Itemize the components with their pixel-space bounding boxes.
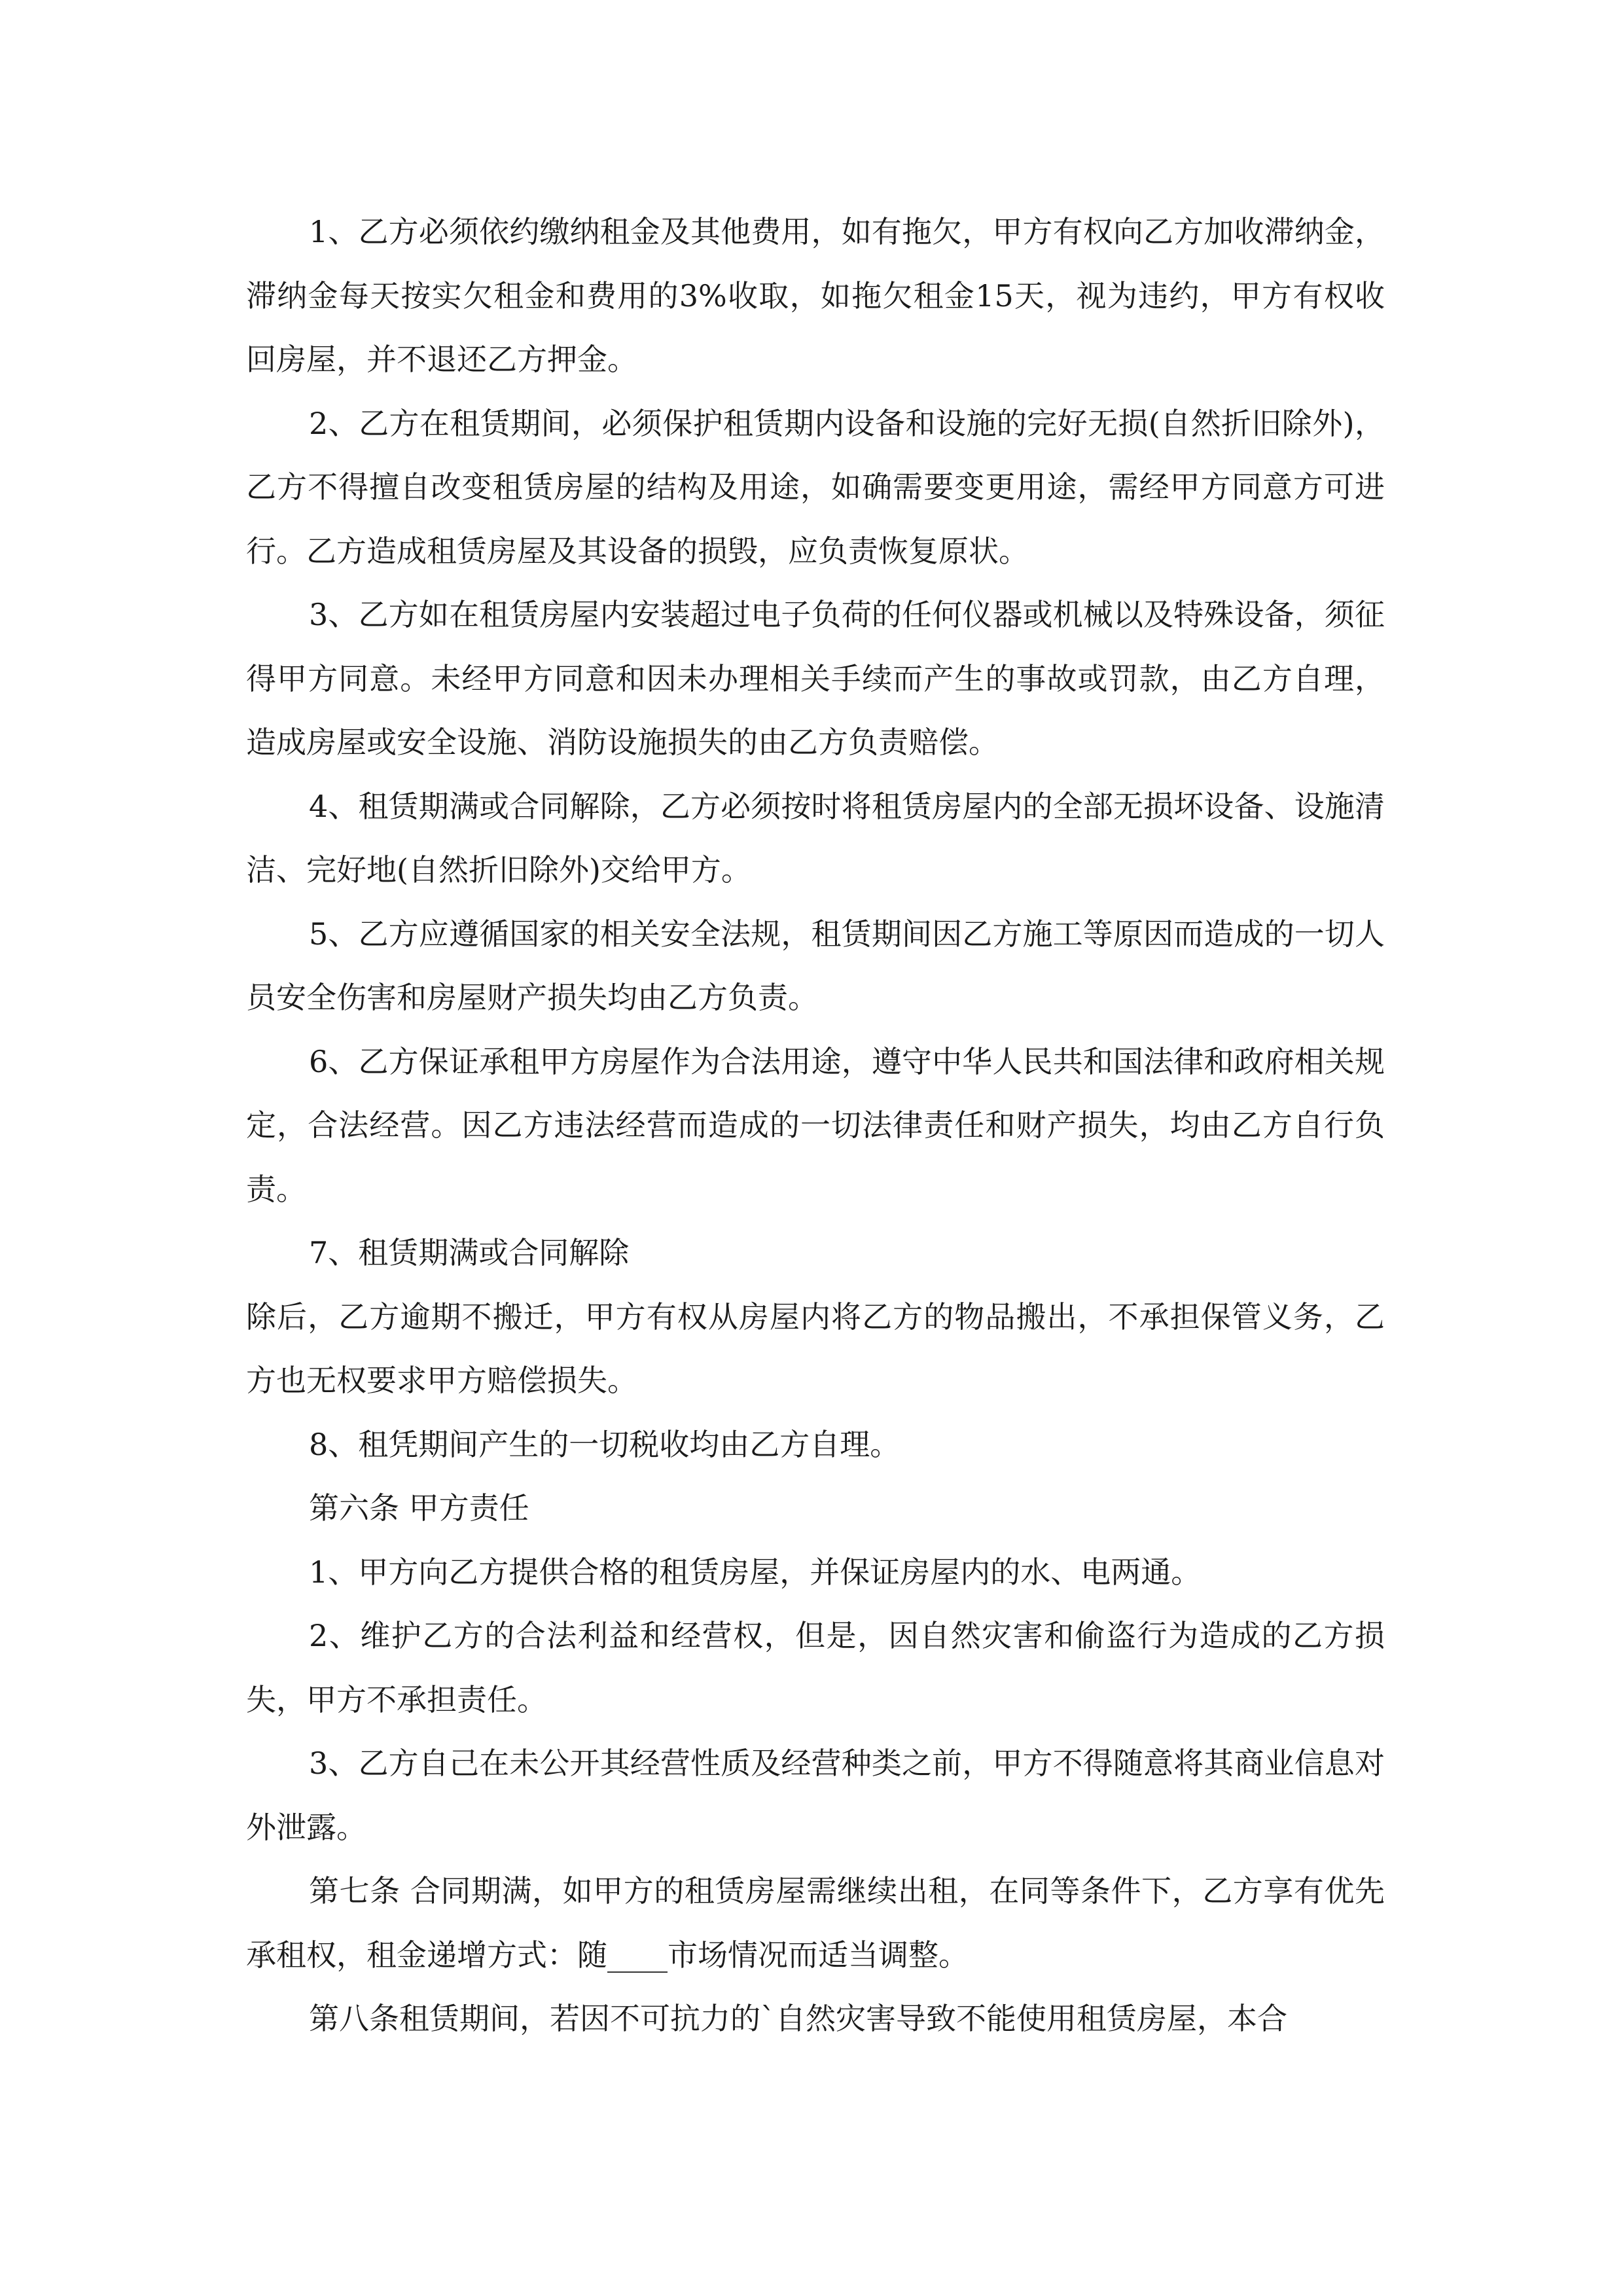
clause-paragraph: 2、乙方在租赁期间，必须保护租赁期内设备和设施的完好无损(自然折旧除外)，乙方不得擅自改变租赁房屋的结构及用途，如确需要变更用途，需经甲方同意方可进行。乙方造成租赁房屋及其设备的损毁，应负责恢复原状。 — [246, 405, 1385, 569]
clause-paragraph: 1、乙方必须依约缴纳租金及其他费用，如有拖欠，甲方有权向乙方加收滞纳金，滞纳金每天按实欠租金和费用的3%收取，如拖欠租金15天，视为违约，甲方有权收回房屋，并不退还乙方押金。 — [246, 214, 1385, 377]
clause-paragraph: 7、租赁期满或合同解除 — [309, 1235, 630, 1270]
clause-paragraph: 5、乙方应遵循国家的相关安全法规，租赁期间因乙方施工等原因而造成的一切人员安全伤害和房屋财产损失均由乙方负责。 — [246, 916, 1385, 1015]
article-paragraph: 第八条租赁期间，若因不可抗力的`自然灾害导致不能使用租赁房屋，本合 — [309, 2001, 1287, 2036]
clause-paragraph: 4、租赁期满或合同解除，乙方必须按时将租赁房屋内的全部无损坏设备、设施清洁、完好地(自然折旧除外)交给甲方。 — [246, 788, 1385, 888]
clause-paragraph: 1、甲方向乙方提供合格的租赁房屋，并保证房屋内的水、电两通。 — [309, 1554, 1202, 1590]
document-body — [246, 200, 1385, 2051]
clause-paragraph: 8、租凭期间产生的一切税收均由乙方自理。 — [309, 1426, 901, 1462]
continuation-paragraph: 除后，乙方逾期不搬迁，甲方有权从房屋内将乙方的物品搬出，不承担保管义务，乙方也无权要求甲方赔偿损失。 — [246, 1299, 1385, 1398]
article-heading: 第六条 甲方责任 — [309, 1490, 529, 1526]
clause-paragraph: 3、乙方如在租赁房屋内安装超过电子负荷的任何仪器或机械以及特殊设备，须征得甲方同意。未经甲方同意和因未办理相关手续而产生的事故或罚款，由乙方自理，造成房屋或安全设施、消防设施损失的由乙方负责赔偿。 — [246, 597, 1385, 760]
clause-paragraph: 3、乙方自己在未公开其经营性质及经营种类之前，甲方不得随意将其商业信息对外泄露。 — [246, 1746, 1385, 1845]
article-paragraph: 第七条 合同期满，如甲方的租赁房屋需继续出租，在同等条件下，乙方享有优先承租权，租金递增方式：随____市场情况而适当调整。 — [246, 1873, 1385, 1973]
clause-paragraph: 2、维护乙方的合法利益和经营权，但是，因自然灾害和偷盗行为造成的乙方损失，甲方不承担责任。 — [246, 1618, 1385, 1717]
clause-paragraph: 6、乙方保证承租甲方房屋作为合法用途，遵守中华人民共和国法律和政府相关规定，合法经营。因乙方违法经营而造成的一切法律责任和财产损失，均由乙方自行负责。 — [246, 1043, 1385, 1207]
